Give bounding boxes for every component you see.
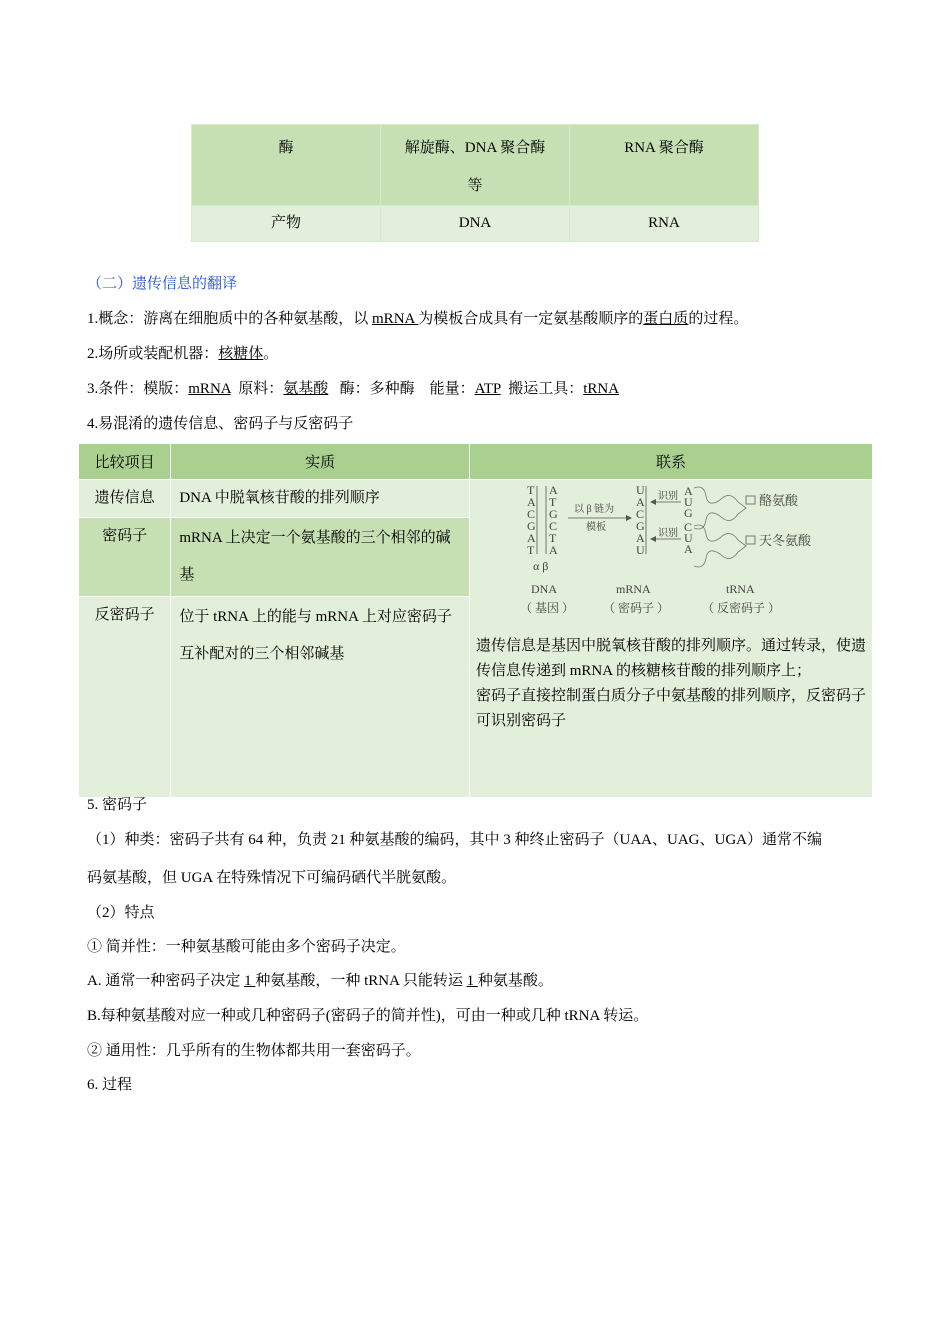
codon-features-heading: （2）特点 <box>87 905 155 921</box>
base-letter: G <box>549 507 558 521</box>
base-letter: T <box>549 495 557 509</box>
base-letter: C <box>636 507 645 521</box>
table-cell: 产物 <box>192 206 381 242</box>
text: 1.概念：游离在细胞质中的各种氨基酸，以 <box>87 311 373 327</box>
col-sub: （ 反密码子 ） <box>702 601 781 615</box>
base-letter: A <box>549 543 558 557</box>
table-header-row <box>79 444 873 480</box>
header-cell: 联系 <box>470 444 873 480</box>
col-sub: （ 基因 ） <box>520 601 575 615</box>
base-letter: A <box>684 542 693 556</box>
base-letter: A <box>527 495 536 509</box>
relation-text-2: 密码子直接控制蛋白质分子中氨基酸的排列顺序，反密码子可识别密码子 <box>476 688 867 729</box>
section-title: （二）遗传信息的翻译 <box>87 276 238 292</box>
table-row <box>192 125 759 206</box>
item4-heading: 4.易混淆的遗传信息、密码子与反密码子 <box>87 416 354 432</box>
concept-line <box>87 307 748 328</box>
base-letter: T <box>549 531 557 545</box>
underlined-term: mRNA <box>372 311 419 327</box>
base-letter: G <box>684 506 693 520</box>
base-letter: U <box>636 483 645 497</box>
item5-heading: 5. 密码子 <box>87 797 148 813</box>
base-letter: A <box>527 531 536 545</box>
base-letter: A <box>549 483 558 497</box>
transcription-translation-diagram <box>476 482 866 622</box>
strand-labels: α β <box>533 559 549 573</box>
text: 搬运工具： <box>500 381 584 397</box>
amino-acid-1: 酪氨酸 <box>759 493 799 508</box>
base-letter: T <box>527 483 535 497</box>
cell-line: 解旋酶、DNA 聚合酶 <box>404 140 546 156</box>
base-letter: C <box>527 507 536 521</box>
base-letter: U <box>684 495 693 509</box>
degeneracy-line: ① 简并性：一种氨基酸可能由多个密码子决定。 <box>87 939 406 955</box>
row-name: 密码子 <box>79 518 171 597</box>
universality-line: ② 通用性：几乎所有的生物体都共用一套密码子。 <box>87 1043 421 1059</box>
text: 原料： <box>230 381 284 397</box>
col-sub: （ 密码子 ） <box>603 601 670 615</box>
table-row <box>79 480 873 518</box>
item-b-line: B.每种氨基酸对应一种或几种密码子(密码子的简并性)，可由一种或几种 tRNA 转运。 <box>87 1008 649 1024</box>
item-a-line <box>87 969 553 990</box>
underlined-term: 氨基酸 <box>283 381 329 397</box>
text: 。 <box>263 346 279 362</box>
underlined-term: 核糖体 <box>218 346 264 362</box>
arrow-label: 以 β 链为 <box>574 504 615 515</box>
cell-line: 等 <box>467 178 483 194</box>
item6-heading: 6. 过程 <box>87 1077 133 1093</box>
text: 酶：多种酶 能量： <box>328 381 475 397</box>
text: 为模板合成具有一定氨基酸顺序的 <box>418 311 644 327</box>
mrna-strand <box>636 483 645 557</box>
dna-beta-strand <box>549 483 558 557</box>
text: 种氨基酸，一种 tRNA 只能转运 <box>255 973 467 989</box>
base-letter: G <box>527 519 536 533</box>
header-cell: 实质 <box>171 444 470 480</box>
arrow-label: 模板 <box>586 522 606 533</box>
conditions-line <box>87 377 619 398</box>
codon-types-line-1: （1）种类：密码子共有 64 种，负责 21 种氨基酸的编码，其中 3 种终止密码子（UAA、UAG、UGA）通常不编 <box>87 832 822 848</box>
trna-2 <box>684 520 693 556</box>
table-row <box>192 206 759 242</box>
enzyme-product-table <box>191 124 759 242</box>
base-letter: A <box>636 531 645 545</box>
table-cell: RNA <box>570 206 759 242</box>
base-letter: C <box>684 520 693 534</box>
recog-label: 识别 <box>658 528 678 539</box>
recog-label: 识别 <box>658 491 678 502</box>
col-title: mRNA <box>616 582 651 596</box>
base-letter: A <box>636 495 645 509</box>
row-essence: mRNA 上决定一个氨基酸的三个相邻的碱基 <box>171 518 470 597</box>
underlined-term: ATP <box>474 381 501 397</box>
text: 种氨基酸。 <box>477 973 553 989</box>
col-title: DNA <box>531 582 557 596</box>
site-line <box>87 342 278 363</box>
relation-cell <box>470 480 873 798</box>
table-cell: 酶 <box>192 125 381 206</box>
row-name: 反密码子 <box>79 597 171 798</box>
table-cell: RNA 聚合酶 <box>570 125 759 206</box>
text: 3.条件：模版： <box>87 381 189 397</box>
base-letter: U <box>636 543 645 557</box>
underlined-term: mRNA <box>188 381 231 397</box>
codon-types-line-2: 码氨基酸，但 UGA 在特殊情况下可编码硒代半胱氨酸。 <box>87 870 457 886</box>
compare-table <box>78 443 873 798</box>
amino-acid-2: 天冬氨酸 <box>759 533 812 548</box>
trna-1 <box>684 484 693 520</box>
underlined-term: tRNA <box>583 381 620 397</box>
base-letter: U <box>684 531 693 545</box>
col-title: tRNA <box>726 582 755 596</box>
base-letter: A <box>684 484 693 498</box>
underlined-term: 1 <box>466 973 478 989</box>
row-name: 遗传信息 <box>79 480 171 518</box>
dna-alpha-strand <box>527 483 536 557</box>
underlined-term: 1 <box>244 973 256 989</box>
base-letter: C <box>549 519 558 533</box>
text: A. 通常一种密码子决定 <box>87 973 245 989</box>
row-essence: DNA 中脱氧核苷酸的排列顺序 <box>171 480 470 518</box>
table-cell <box>381 125 570 206</box>
base-letter: G <box>636 519 645 533</box>
table-cell: DNA <box>381 206 570 242</box>
relation-text-1: 遗传信息是基因中脱氧核苷酸的排列顺序。通过转录，使遗传信息传递到 mRNA 的核糖核苷酸的排列顺序上； <box>476 638 867 679</box>
base-letter: T <box>527 543 535 557</box>
row-essence: 位于 tRNA 上的能与 mRNA 上对应密码子互补配对的三个相邻碱基 <box>171 597 470 798</box>
text: 2.场所或装配机器： <box>87 346 219 362</box>
underlined-term: 蛋白质 <box>643 311 689 327</box>
header-cell: 比较项目 <box>79 444 171 480</box>
text: 的过程。 <box>688 311 749 327</box>
